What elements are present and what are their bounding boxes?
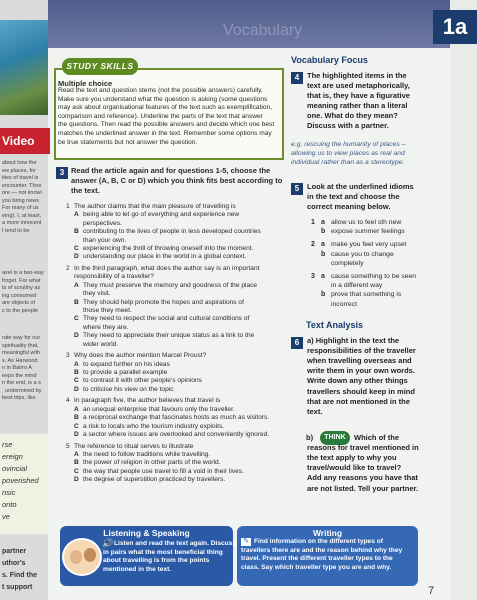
option-text[interactable]: the need to follow traditions while travelling. <box>83 451 211 458</box>
text-analysis-a-line: a) Highlight in the text the <box>307 336 400 345</box>
study-skills-line: comparison and reference). Underline the parts of the text that answer <box>58 112 263 120</box>
option-letter[interactable]: D <box>74 253 79 261</box>
option-letter[interactable]: B <box>74 459 79 467</box>
think-icon: THINK <box>320 431 350 445</box>
option-text[interactable]: perspectives. <box>83 219 122 227</box>
part-b-label: b) <box>306 433 314 442</box>
option-letter[interactable]: D <box>74 385 79 393</box>
option-text[interactable]: They must preserve the memory and goodness of the place <box>83 281 258 289</box>
strip-text-line: , undermined by <box>2 387 42 394</box>
option-letter[interactable]: C <box>74 245 79 252</box>
exercise-3-instruction: Read the article again and for questions 1-5, choose the answer (A, B, C or D) which you think fits best according to the text. <box>71 166 283 195</box>
option-text[interactable]: than your own. <box>83 236 127 244</box>
exercise-5-text: Look at the underlined idioms <box>307 182 414 191</box>
option-text[interactable]: the degree of superstition practiced by travellers. <box>83 476 226 484</box>
question-number: 2 <box>66 265 70 272</box>
strip-text-line: best trips, like <box>2 395 36 401</box>
idiom-number: 2 <box>311 241 315 249</box>
audio-icon[interactable]: 🔊 <box>102 538 114 548</box>
unit-badge: 1a <box>433 10 477 44</box>
option-letter[interactable]: B <box>74 298 79 306</box>
strip-text-line: you bring news <box>2 197 39 204</box>
idiom-option-text[interactable]: allow us to feel sth new <box>331 219 402 226</box>
example-text: e.g. rescuing the humanity of places – <box>291 141 406 148</box>
exercise-4-text: one. What do they mean? <box>307 111 398 120</box>
vocabulary-focus-title: Vocabulary Focus <box>291 55 368 65</box>
text-analysis-a-line: that are not mentioned in the <box>307 396 410 406</box>
option-text[interactable]: the power of religion in other parts of the world. <box>83 459 221 467</box>
writing-line: travellers there are and the reason behind why they <box>241 546 403 554</box>
strip-text-line: eing). I, at least, <box>2 212 42 219</box>
exercise-4-text: Discuss with a partner. <box>307 121 389 130</box>
question-stem: The reference to ritual serves to illustrate <box>74 442 194 450</box>
listening-line: mentioned in the text. <box>103 565 172 573</box>
exercise-5-text: in the text and choose the <box>307 192 400 201</box>
listening-line: Listen and read the text again. Discuss <box>114 540 237 547</box>
question-stem: In paragraph five, the author believes that travel is <box>74 397 221 405</box>
option-letter[interactable]: C <box>74 422 79 430</box>
option-letter[interactable]: C <box>74 315 79 323</box>
writing-icon: ✎ <box>241 538 251 546</box>
option-text[interactable]: a risk to locals who the tourism industry exploits. <box>83 422 225 430</box>
exercise-5-text: correct meaning below. <box>307 202 391 211</box>
idiom-option-text[interactable]: completely <box>331 259 364 267</box>
study-skills-line: matches the underlined answer in the text. Remember some options may <box>58 129 272 137</box>
strip-text-line: meaningful with <box>2 350 41 356</box>
idiom-option-text[interactable]: incorrect <box>331 300 358 308</box>
strip-text-line: are objects of <box>2 300 36 306</box>
strip-text-line: ts of scrutiny as <box>2 285 41 291</box>
study-skills-heading: Multiple choice <box>58 79 113 88</box>
glossary-word: ovincial <box>2 464 28 473</box>
option-text[interactable]: to expand further on his ideas <box>83 360 170 368</box>
video-tab[interactable]: Video <box>0 128 50 154</box>
option-letter[interactable]: B <box>74 369 79 376</box>
writing-line: Find information on the different types of <box>254 538 383 545</box>
option-text[interactable]: a sector where issues are overlooked and conveniently ignored. <box>83 431 270 438</box>
option-letter[interactable]: A <box>74 360 79 368</box>
strip-text-line: c to the people <box>2 307 39 314</box>
exercise-4-text: text are used metaphorically, <box>307 81 410 90</box>
idiom-option-letter[interactable]: b <box>321 291 326 299</box>
option-text[interactable]: to provide a parallel example <box>83 369 168 376</box>
exercise-4-text: that is, they have a figurative <box>307 91 410 100</box>
strip-text-line: rate way for our <box>2 335 41 341</box>
option-text[interactable]: an unequal enterprise that favours only the traveller. <box>83 405 235 413</box>
strip-text-line: I tend to be <box>2 227 30 234</box>
exercise-4-text: meaning rather than a literal <box>307 101 408 110</box>
strip-text-line: spirituality that, <box>2 342 39 349</box>
strip-text-line: n the end, is a s <box>2 380 41 386</box>
text-analysis-b-line: reasons for travel mentioned in <box>307 443 419 453</box>
text-analysis-b-line: Which of the <box>354 433 399 442</box>
option-text[interactable]: the way that people use travel to fill a void in their lives. <box>83 467 244 475</box>
option-text[interactable]: experiencing the thrill of throwing oneself into the moment. <box>83 245 254 252</box>
strip-bottom-line: t support <box>2 584 33 591</box>
strip-text-line: ore — not knowi <box>2 190 42 196</box>
listening-speaking-title: Listening & Speaking <box>103 528 190 538</box>
header-band <box>48 0 468 48</box>
option-text[interactable]: They should help promote the hopes and aspirations of <box>83 298 244 306</box>
option-text[interactable]: wider world. <box>83 340 119 348</box>
option-letter[interactable]: D <box>74 476 79 484</box>
example-text: allowing us to view places as real and <box>291 150 405 157</box>
question-number: 5 <box>66 442 70 450</box>
student-face-1 <box>70 550 82 564</box>
text-analysis-a-line: responsibilities of the traveller <box>307 346 416 356</box>
strip-text-line: For many of us <box>2 205 39 211</box>
text-analysis-a-line: text. <box>307 406 323 416</box>
strip-text-line: eeps the mind <box>2 372 37 379</box>
exercise-4-text: The highlighted items in the <box>307 71 407 80</box>
example-text: individual rather than as a stereotype. <box>291 159 405 166</box>
option-letter[interactable]: A <box>74 281 79 289</box>
exercise-number-6: 6 <box>291 337 303 349</box>
strip-text-line: avel is a two-way <box>2 270 44 276</box>
strip-text-line: n in Bairro A <box>2 365 32 371</box>
option-text[interactable]: to criticise his view on the topic <box>83 385 174 393</box>
strip-text-line: a more innocent <box>2 220 42 226</box>
option-text[interactable]: understanding our place in the world in a global context. <box>83 253 247 261</box>
strip-text-line: ew places, for <box>2 167 36 174</box>
idiom-option-text[interactable]: make you feel very upset <box>331 241 407 249</box>
glossary-word: onto <box>2 500 17 509</box>
question-number: 4 <box>66 397 70 405</box>
exercise-number-4: 4 <box>291 72 303 84</box>
study-skills-line: Read the text and question stems (not the possible answers) carefully. <box>58 87 263 94</box>
students-illustration <box>62 538 102 576</box>
study-skills-line: the questions. Then read the possible answers and decide which one best <box>58 121 275 129</box>
exercise-number-3: 3 <box>56 167 68 179</box>
idiom-option-letter[interactable]: b <box>321 250 326 258</box>
idiom-option-text[interactable]: expose summer feelings <box>331 228 405 236</box>
question-stem: responsibility of a traveller? <box>74 273 154 281</box>
strip-text-line: ities of travel is <box>2 175 39 181</box>
study-skills-text <box>58 87 278 147</box>
text-analysis-b-line: Add any reasons you have that <box>307 473 418 483</box>
page-number: 7 <box>428 585 435 597</box>
option-letter[interactable]: D <box>74 332 79 340</box>
text-analysis-b-line: travel/would like to travel? <box>307 463 402 473</box>
option-text[interactable]: they visit. <box>83 290 111 298</box>
question-number: 1 <box>66 203 70 210</box>
writing-title: Writing <box>312 528 343 538</box>
text-analysis-b-line: are not listed. Tell your partner. <box>307 483 419 493</box>
strip-bottom-line: uthor's <box>2 560 26 567</box>
option-letter[interactable]: A <box>74 451 79 458</box>
text-analysis-b-line: the text apply to why you <box>307 453 397 463</box>
glossary-word: ereign <box>2 452 23 461</box>
strip-text-line: ing consumed <box>2 292 37 299</box>
option-text[interactable]: They need to appreciate their unique status as a link to the <box>83 332 255 340</box>
listening-line: in pairs what the most beneficial thing <box>103 548 223 556</box>
idiom-number: 1 <box>311 219 315 226</box>
idiom-option-letter[interactable]: a <box>321 273 325 280</box>
idiom-option-text[interactable]: prove that something is <box>331 291 402 299</box>
writing-line: class. Say which traveller type you are and why. <box>241 563 392 571</box>
idiom-option-text[interactable]: cause something to be seen <box>331 273 417 280</box>
study-skills-line: may ask about organisational features of the text such as exemplification, <box>58 104 273 112</box>
option-letter[interactable]: A <box>74 405 79 413</box>
question-stem: Why does the author mention Marcel Proust? <box>74 352 207 360</box>
strip-text-line: about how the <box>2 160 37 166</box>
option-text[interactable]: to contrast it with other people's opinions <box>83 377 202 385</box>
option-letter[interactable]: D <box>74 431 79 438</box>
study-skills-line: Make sure you understand what the question is asking (some questions <box>58 95 268 103</box>
question-stem: The author claims that the main pleasure of travelling is <box>74 203 236 210</box>
writing-line: travel. Present the different traveller types to the <box>241 555 393 563</box>
listening-line: about travelling is from the points <box>103 557 210 565</box>
strip-text-line: s. As Harwood <box>2 357 38 364</box>
idiom-option-letter[interactable]: a <box>321 241 325 249</box>
strip-text-line: forget. For what <box>2 277 41 284</box>
strip-bottom-line: partner <box>2 548 27 555</box>
strip-bottom-line: s. Find the <box>2 572 37 579</box>
option-text[interactable]: those they meet. <box>83 307 132 314</box>
text-analysis-title: Text Analysis <box>306 320 364 330</box>
option-text[interactable]: being able to let go of everything and experience new <box>83 211 240 219</box>
idiom-option-text[interactable]: in a different way <box>331 282 383 290</box>
study-skills-tab: STUDY SKILLS <box>62 58 138 75</box>
text-analysis-a-line: Write down any other things <box>307 376 408 386</box>
glossary-word: rse <box>2 440 13 449</box>
option-letter[interactable]: C <box>74 377 79 385</box>
text-analysis-a-line: when travelling overseas and <box>307 356 412 366</box>
idiom-option-letter[interactable]: a <box>321 219 325 226</box>
text-analysis-a-line: travellers should keep in mind <box>307 386 415 396</box>
landscape-photo <box>0 20 48 115</box>
glossary-word: poverished <box>2 476 39 485</box>
option-letter[interactable]: C <box>74 467 79 475</box>
option-text[interactable]: a reciprocal exchange that fascinates hosts as much as visitors. <box>83 414 270 422</box>
question-number: 3 <box>66 352 70 360</box>
text-analysis-a-line: write them in your own words. <box>307 366 415 376</box>
option-letter[interactable]: A <box>74 211 79 219</box>
left-page-edge <box>0 0 48 600</box>
study-skills-line: be true statements but not answer the question. <box>58 138 198 146</box>
glossary-word: nsic <box>2 488 16 497</box>
idiom-option-letter[interactable]: b <box>321 228 326 236</box>
option-letter[interactable]: B <box>74 228 79 236</box>
strip-text-line: encounter. Thos <box>2 182 42 189</box>
exercise-number-5: 5 <box>291 183 303 195</box>
option-text[interactable]: They need to respect the social and cultural conditions of <box>83 315 250 323</box>
idiom-number: 3 <box>311 273 315 280</box>
student-face-2 <box>84 548 96 562</box>
option-text[interactable]: contributing to the lives of people in less developed countries <box>83 228 261 236</box>
glossary-word: ve <box>2 512 10 521</box>
option-letter[interactable]: B <box>74 414 79 422</box>
question-stem: In the third paragraph, what does the author say is an important <box>74 265 260 272</box>
option-text[interactable]: where they are. <box>83 323 129 331</box>
idiom-option-text[interactable]: cause you to change <box>331 250 394 258</box>
faded-section-title: Vocabulary <box>223 22 303 39</box>
